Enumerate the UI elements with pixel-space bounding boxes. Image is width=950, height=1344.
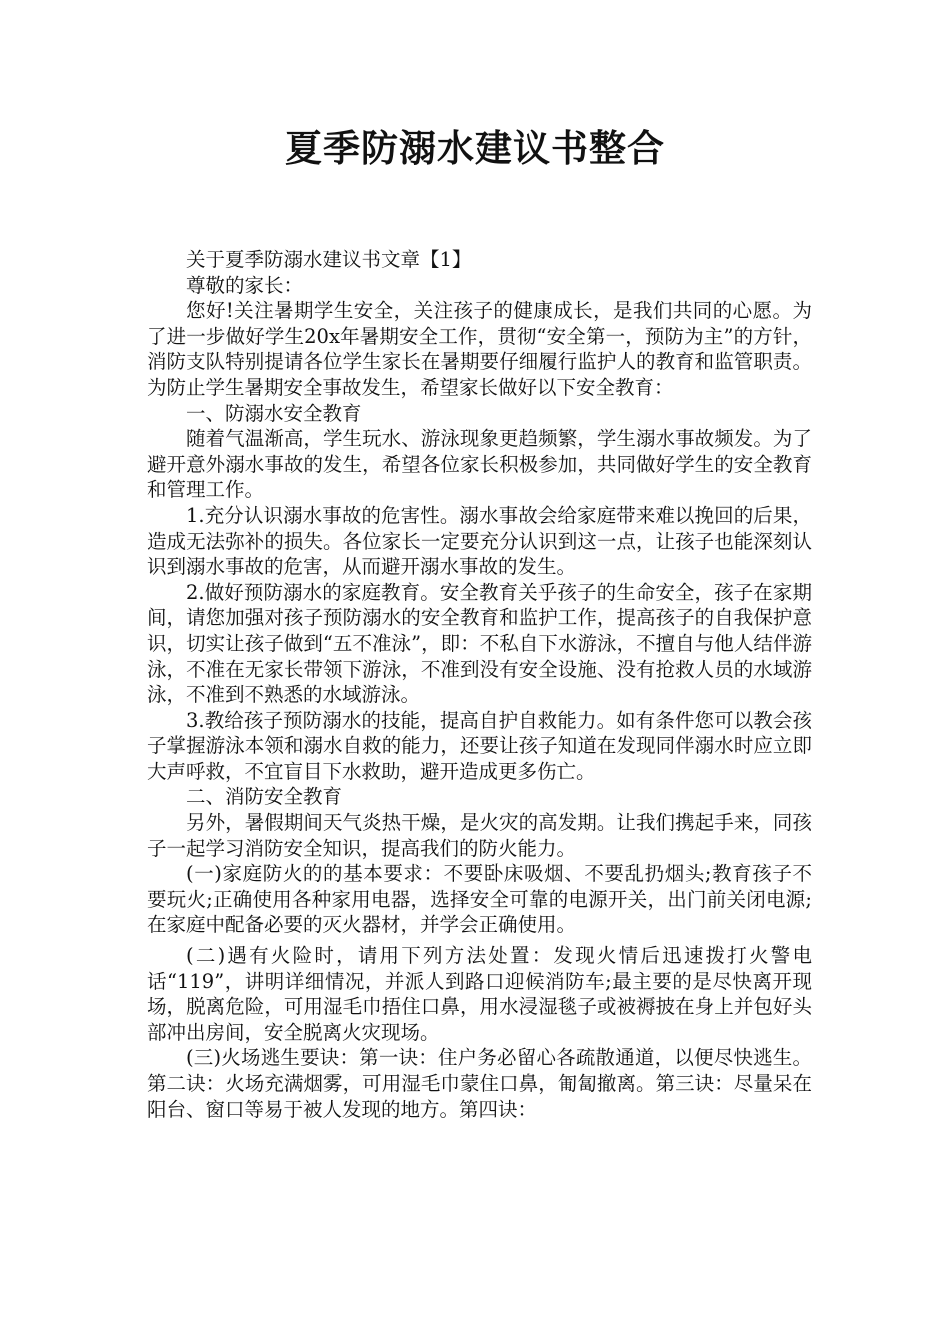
paragraph-intro: 您好!关注暑期学生安全，关注孩子的健康成长，是我们共同的心愿。为了进一步做好学生20x年暑期安全工作，贯彻“安全第一，预防为主”的方针，消防支队特别提请各位学生家长在暑期要仔细履行监护人的教育和监管职责。为防止学生暑期安全事故发生，希望家长做好以下安全教育： <box>147 299 812 399</box>
paragraph-drowning-overview: 随着气温渐高，学生玩水、游泳现象更趋频繁，学生溺水事故频发。为了避开意外溺水事故的发生，希望各位家长积极参加，共同做好学生的安全教育和管理工作。 <box>147 427 812 502</box>
document-body <box>147 247 812 1122</box>
paragraph-fire-point-3: (三)火场逃生要诀：第一诀：住户务必留心各疏散通道，以便尽快逃生。第二诀：火场充满烟雾，可用湿毛巾蒙住口鼻，匍匐撤离。第三诀：尽量呆在阳台、窗口等易于被人发现的地方。第四诀： <box>147 1046 812 1121</box>
section-heading-fire: 二、消防安全教育 <box>186 785 343 809</box>
paragraph-drowning-point-1: 1.充分认识溺水事故的危害性。溺水事故会给家庭带来难以挽回的后果，造成无法弥补的损失。各位家长一定要充分认识到这一点，让孩子也能深刻认识到溺水事故的危害，从而避开溺水事故的发生。 <box>147 503 812 579</box>
paragraph-fire-point-2: (二)遇有火险时，请用下列方法处置：发现火情后迅速拨打火警电话“119”，讲明详细情况，并派人到路口迎候消防车;最主要的是尽快离开现场，脱离危险，可用湿毛巾捂住口鼻，用水浸湿毯子或被褥披在身上并包好头部冲出房间，安全脱离火灾现场。 <box>147 944 812 1044</box>
paragraph-fire-point-1: (一)家庭防火的的基本要求：不要卧床吸烟、不要乱扔烟头;教育孩子不要玩火;正确使用各种家用电器，选择安全可靠的电源开关，出门前关闭电源;在家庭中配备必要的灭火器材，并学会正确使用。 <box>147 862 812 937</box>
document-title: 夏季防溺水建议书整合 <box>285 127 665 170</box>
paragraph-fire-overview: 另外，暑假期间天气炎热干燥，是火灾的高发期。让我们携起手来，同孩子一起学习消防安全知识，提高我们的防火能力。 <box>147 811 812 860</box>
paragraph-drowning-point-2: 2.做好预防溺水的家庭教育。安全教育关乎孩子的生命安全，孩子在家期间，请您加强对孩子预防溺水的安全教育和监护工作，提高孩子的自我保护意识，切实让孩子做到“五不准泳”，即：不私自下水游泳，不擅自与他人结伴游泳，不准在无家长带领下游泳，不准到没有安全设施、没有抢救人员的水域游泳，不准到不熟悉的水域游泳。 <box>147 580 812 707</box>
salutation: 尊敬的家长： <box>186 273 304 297</box>
paragraph-drowning-point-3: 3.教给孩子预防溺水的技能，提高自护自救能力。如有条件您可以教会孩子掌握游泳本领和溺水自救的能力，还要让孩子知道在发现同伴溺水时应立即大声呼救，不宜盲目下水救助，避开造成更多伤亡。 <box>147 708 812 783</box>
section-heading-drowning: 一、防溺水安全教育 <box>186 401 362 425</box>
article-heading: 关于夏季防溺水建议书文章【1】 <box>186 248 472 271</box>
